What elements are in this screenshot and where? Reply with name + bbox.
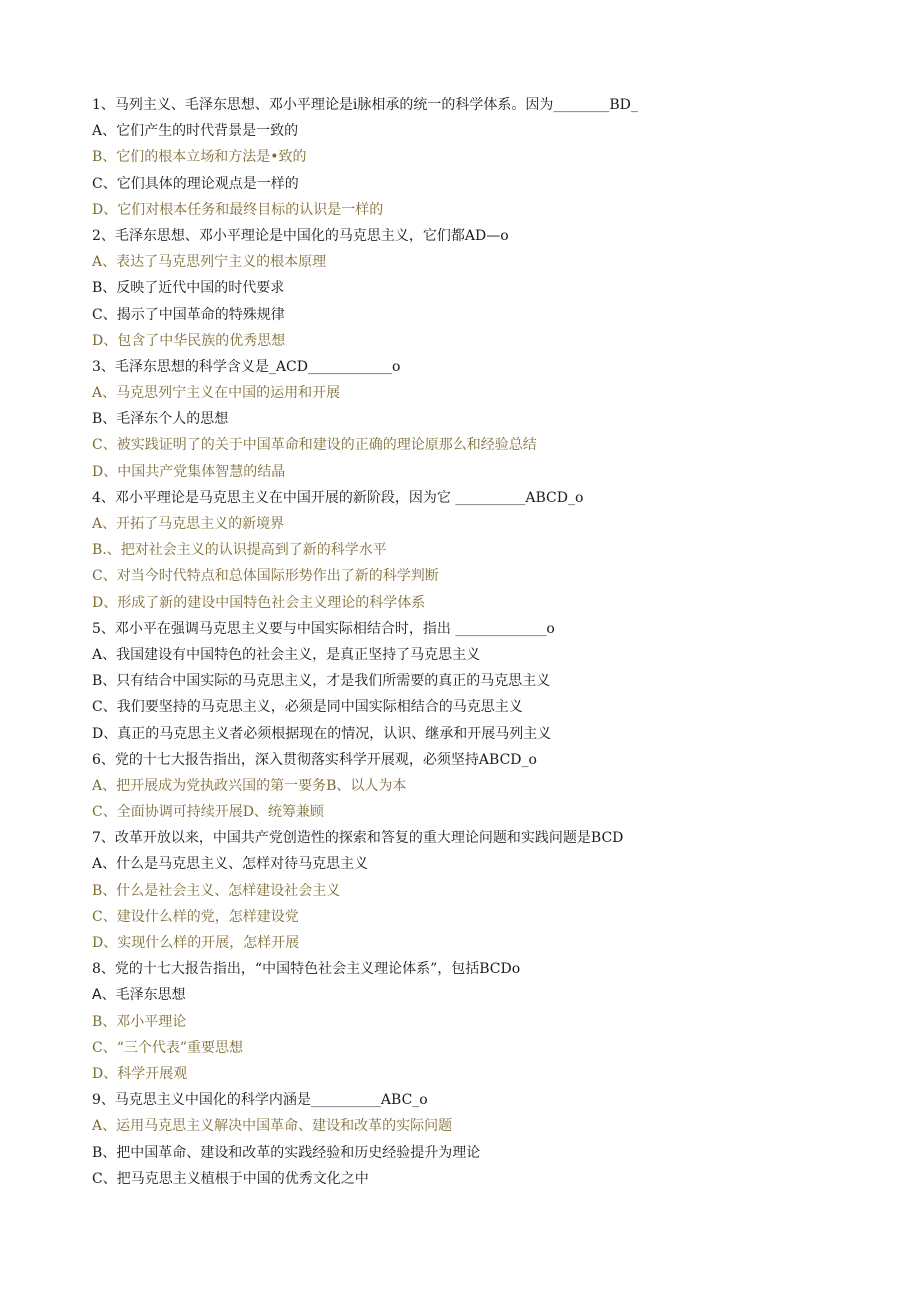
question-line: 7、改革开放以来，中国共产党创造性的探索和答复的重大理论问题和实践问题是BCD xyxy=(92,830,624,847)
question-line: 9、马克思主义中国化的科学内涵是__________ABC_o xyxy=(92,1092,428,1109)
option-line: A、运用马克思主义解决中国革命、建设和改革的实际问题 xyxy=(92,1118,453,1135)
question-line: 4、邓小平理论是马克思主义在中国开展的新阶段，因为它 __________ABCD_o xyxy=(92,489,584,506)
option-line: C、对当今时代特点和总体国际形势作出了新的科学判断 xyxy=(92,568,439,585)
question-line: 6、党的十七大报告指出，深入贯彻落实科学开展观，必须坚持ABCD_o xyxy=(92,751,537,768)
question-line: 1、马列主义、毛泽东思想、邓小平理论是i脉相承的统一的科学体系。因为________BD_ xyxy=(92,97,638,113)
option-line: A、开拓了马克思主义的新境界 xyxy=(92,516,285,532)
option-line: A、马克思列宁主义在中国的运用和开展 xyxy=(92,385,341,402)
question-line: 5、邓小平在强调马克思主义要与中国实际相结合时，指出 _____________o xyxy=(92,620,555,637)
option-line: D、它们对根本任务和最终目标的认识是一样的 xyxy=(92,201,384,218)
option-line: D、形成了新的建设中国特色社会主义理论的科学体系 xyxy=(92,594,426,611)
option-line: D、科学开展观 xyxy=(92,1065,188,1082)
option-line: C、建设什么样的党，怎样建设党 xyxy=(92,908,299,925)
question-line: 8、党的十七大报告指出，“中国特色社会主义理论体系”，包括BCDo xyxy=(92,961,521,978)
option-line: B、只有结合中国实际的马克思主义，才是我们所需要的真正的马克思主义 xyxy=(92,673,551,690)
option-line: A、把开展成为党执政兴国的第一要务B、以人为本 xyxy=(92,777,407,794)
option-line: C、全面协调可持续开展D、统筹兼顾 xyxy=(92,804,324,821)
option-line: D、实现什么样的开展，怎样开展 xyxy=(92,935,300,951)
option-line: D、中国共产党集体智慧的结晶 xyxy=(92,463,286,480)
option-line: B、毛泽东个人的思想 xyxy=(92,411,229,428)
option-line: C、被实践证明了的关于中国革命和建设的正确的理论原那么和经验总结 xyxy=(92,437,537,454)
option-line: B、什么是社会主义、怎样建设社会主义 xyxy=(92,882,341,899)
option-line: C、我们要坚持的马克思主义，必须是同中国实际相结合的马克思主义 xyxy=(92,699,523,716)
option-line: C、“三个代表”重要思想 xyxy=(92,1039,244,1056)
option-line: B、它们的根本立场和方法是•致的 xyxy=(92,149,307,166)
option-line: D、包含了中华民族的优秀思想 xyxy=(92,332,286,349)
option-line: C、把马克思主义植根于中国的优秀文化之中 xyxy=(92,1170,369,1187)
option-line: A、我国建设有中国特色的社会主义，是真正坚持了马克思主义 xyxy=(92,646,481,663)
document-page xyxy=(92,92,872,1192)
option-line: A、什么是马克思主义、怎样对待马克思主义 xyxy=(92,856,369,873)
option-line: A、表达了马克思列宁主义的根本原理 xyxy=(92,254,327,271)
option-line: A、毛泽东思想 xyxy=(92,987,186,1004)
option-line: B、反映了近代中国的时代要求 xyxy=(92,280,285,297)
option-line: B、邓小平理论 xyxy=(92,1013,187,1030)
question-line: 2、毛泽东思想、邓小平理论是中国化的马克思主义，它们都AD—o xyxy=(92,227,509,244)
option-line: C、它们具体的理论观点是一样的 xyxy=(92,175,299,192)
option-line: D、真正的马克思主义者必须根据现在的情况，认识、继承和开展马列主义 xyxy=(92,725,552,742)
option-line: A、它们产生的时代背景是一致的 xyxy=(92,123,299,140)
option-line: B、把中国革命、建设和改革的实践经验和历史经验提升为理论 xyxy=(92,1144,481,1161)
option-line: C、揭示了中国革命的特殊规律 xyxy=(92,306,285,323)
option-line: B.、把对社会主义的认识提高到了新的科学水平 xyxy=(92,542,387,559)
question-line: 3、毛泽东思想的科学含义是_ACD____________o xyxy=(92,358,401,375)
